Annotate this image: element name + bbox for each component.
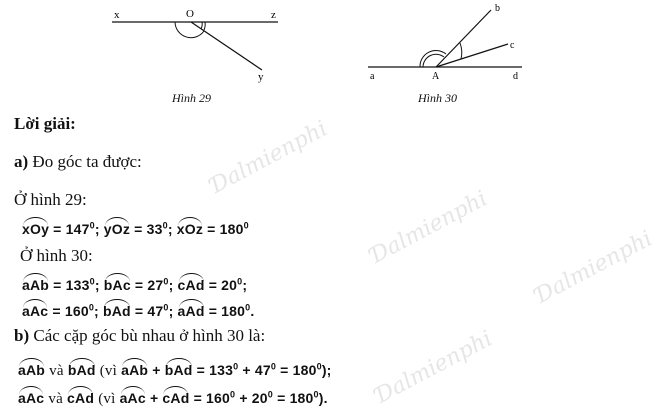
angle-yOz: yOz (104, 217, 130, 237)
degree: 0 (233, 361, 239, 372)
fig30-intro: Ở hình 30: (20, 246, 93, 265)
watermark: Ɗalmienphi (531, 226, 657, 309)
figure-29 (100, 0, 300, 95)
degree: 0 (163, 302, 169, 313)
value-1: 160 (206, 390, 231, 406)
pair-end: ). (318, 390, 328, 406)
part-b-text: Các cặp góc bù nhau ở hình 30 là: (29, 326, 266, 345)
angle-xOy: xOy (22, 217, 49, 237)
label-O: O (186, 8, 194, 20)
degree: 0 (88, 302, 95, 313)
angle-aAb: aAb (22, 273, 49, 293)
fig30-row1: aAb = $133^0$; bAc = $27^0$; cAd = $20^0$; (22, 273, 247, 293)
watermark: Ɗalmienphi (206, 116, 332, 199)
angle-aAc: aAc (120, 386, 146, 406)
part-b-label: b) (14, 326, 30, 345)
solution-heading: Lời giải: (14, 114, 76, 133)
word-and: và (48, 391, 63, 407)
degree: 0 (89, 220, 95, 231)
word-because: (vì (98, 391, 116, 407)
value-2: 20 (251, 390, 268, 406)
figure-30 (360, 0, 530, 95)
watermark: Ɗalmienphi (366, 186, 492, 269)
angle-bAd: bAd (103, 299, 131, 319)
part-a (14, 152, 142, 172)
degree: 0 (267, 389, 273, 400)
label-A: A (432, 71, 440, 82)
value-aAb: 133 (65, 277, 90, 293)
label-z: z (271, 9, 276, 21)
degree: 0 (313, 389, 319, 400)
label-a: a (370, 71, 375, 82)
degree: 0 (270, 361, 277, 372)
degree: 0 (316, 361, 322, 372)
angle-aAb: aAb (121, 358, 148, 378)
angle-aAd: aAd (178, 299, 205, 319)
degree: 0 (243, 220, 249, 231)
pair-1: aAb và bAd (vì aAb + bAd = $133^0 + 47^0 = 180^0$); (18, 358, 332, 380)
degree: 0 (245, 302, 251, 313)
fig30-row2: aAc = $160^0$; bAd = $47^0$; aAd = $180^0$. (22, 299, 254, 319)
label-c: c (510, 40, 515, 51)
watermark: Ɗalmienphi (371, 326, 497, 409)
angle-bAd: bAd (165, 358, 193, 378)
part-a-label: a) (14, 152, 29, 171)
sum: 180 (289, 390, 314, 406)
degree: 0 (237, 276, 243, 287)
angle-cAd: cAd (178, 273, 205, 293)
value-cAd: 20 (221, 277, 238, 293)
value-xOz: 180 (219, 221, 244, 237)
part-b (14, 326, 265, 346)
word-because: (vì (99, 363, 117, 379)
label-b: b (495, 3, 500, 14)
caption-fig29: Hình 29 (172, 91, 211, 105)
label-x: x (114, 9, 120, 21)
angle-bAd: bAd (68, 358, 96, 378)
value-aAc: 160 (64, 303, 89, 319)
part-a-text: Đo góc ta được: (28, 152, 142, 171)
angle-aAc: aAc (22, 299, 48, 319)
label-y: y (258, 71, 264, 83)
word-and: và (49, 363, 64, 379)
angle-cAd: cAd (162, 386, 189, 406)
degree: 0 (162, 220, 168, 231)
degree: 0 (163, 276, 169, 287)
degree: 0 (230, 389, 236, 400)
fig29-intro: Ở hình 29: (14, 190, 87, 209)
pair-end: ); (321, 362, 332, 378)
label-d: d (513, 71, 518, 82)
value-yOz: 33 (146, 221, 163, 237)
value-aAd: 180 (221, 303, 246, 319)
fig29-measures: xOy = $147^0$; yOz = $33^0$; xOz = $180^0$ (22, 217, 249, 237)
angle-aAb: aAb (18, 358, 45, 378)
value-bAd: 47 (147, 303, 164, 319)
value-bAc: 27 (147, 277, 164, 293)
angle-xOz: xOz (177, 217, 203, 237)
value-xOy: 147 (65, 221, 90, 237)
sum: 180 (292, 362, 317, 378)
degree: 0 (89, 276, 95, 287)
value-1: 133 (209, 362, 234, 378)
value-2: 47 (254, 362, 271, 378)
angle-cAd: cAd (67, 386, 94, 406)
angle-bAc: bAc (104, 273, 131, 293)
caption-fig30: Hình 30 (418, 91, 457, 105)
pair-2: aAc và cAd (vì aAc + cAd = $160^0 + 20^0 = 180^0$). (18, 386, 328, 408)
angle-aAc: aAc (18, 386, 44, 406)
